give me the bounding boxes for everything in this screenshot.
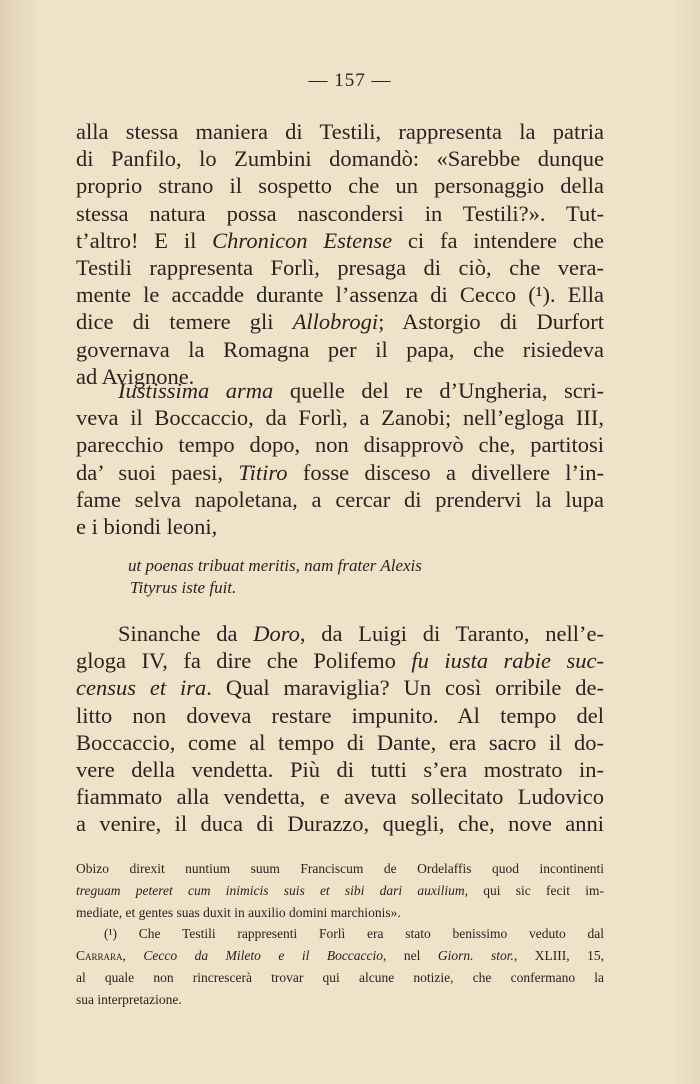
italic-latin: treguam peteret cum inimicis suis et sibi dari auxilium <box>76 882 465 898</box>
paragraph-2 <box>76 377 604 540</box>
text-line: stessa natura possa nascondersi in Testili?». Tut- <box>76 200 604 226</box>
text-run: t’altro! E il <box>76 227 213 253</box>
text-line: alla stessa maniera di Testili, rappresenta la patria <box>76 119 604 144</box>
footnote-line <box>76 945 604 967</box>
text-run: . Qual maraviglia? Un così orribile de- <box>206 675 604 701</box>
footnote-marker: (¹) <box>104 926 118 942</box>
text-run: , nel <box>383 948 438 964</box>
footnote-line: mediate, et gentes suas duxit in auxilio domini marchionis». <box>76 904 401 920</box>
text-line: proprio strano il sospetto che un personaggio della <box>76 173 604 199</box>
footnotes <box>76 858 604 1011</box>
text-run: ; Astorgio di Durfort <box>378 309 604 335</box>
paragraph-1 <box>76 118 604 390</box>
text-line <box>76 459 604 486</box>
text-line <box>76 620 604 647</box>
verse-line: ut poenas tribuat meritis, nam frater Alexis <box>128 556 422 575</box>
italic-titiro: Titiro <box>238 459 288 485</box>
text-run: ci fa intendere che <box>392 227 604 253</box>
text-run: dice di temere gli <box>76 309 293 335</box>
italic-title-chronicon: Chronicon Estense <box>212 227 393 253</box>
text-line <box>76 674 604 701</box>
verse-line: Tityrus iste fuit. <box>130 578 237 597</box>
text-line <box>76 227 604 254</box>
text-run: , XLIII, 15, <box>513 948 605 964</box>
footnote-line <box>76 923 604 945</box>
italic-quote: census et ira <box>76 675 207 701</box>
text-run: da’ suoi paesi, <box>76 459 239 485</box>
text-run: , da Luigi di Taranto, nell’e- <box>299 621 604 646</box>
text-run: Che Testili rappresenti Forlì era stato benissimo veduto dal <box>117 926 604 942</box>
text-line: e i biondi leoni, <box>76 514 218 540</box>
italic-journal: Giorn. stor. <box>437 948 514 964</box>
italic-quote: fu iusta rabie suc- <box>411 648 604 674</box>
text-run: quelle del re d’Ungheria, scri- <box>273 378 604 403</box>
text-line: veva il Boccaccio, da Forlì, a Zanobi; nell’egloga III, <box>76 405 604 431</box>
text-line: governava la Romagna per il papa, che risiedeva <box>76 336 604 362</box>
text-line: parecchio tempo dopo, non disapprovò che, partitosi <box>76 432 604 458</box>
text-line <box>76 308 604 335</box>
text-run: gloga IV, fa dire che Polifemo <box>76 648 412 674</box>
text-line: fiammato alla vendetta, e aveva sollecitato Ludovico <box>76 784 604 810</box>
text-line: fame selva napoletana, a cercar di prendervi la lupa <box>76 486 604 512</box>
paragraph-3 <box>76 620 604 838</box>
text-run: , <box>122 948 144 964</box>
footnote-line: Obizo direxit nuntium suum Franciscum de Ordelaffis quod incontinenti <box>76 861 604 876</box>
italic-iustissima-arma: Iustissima arma <box>118 378 274 403</box>
footnote-line: al quale non rincrescerà trovar qui alcune notizie, che confermano la <box>76 969 604 985</box>
italic-allobrogi: Allobrogi <box>292 309 379 335</box>
text-line: mente le accadde durante l’assenza di Cecco (¹). Ella <box>76 282 604 308</box>
text-line: a venire, il duca di Durazzo, quegli, che, nove anni <box>76 811 604 837</box>
text-line: vere della vendetta. Più di tutti s’era mostrato in- <box>76 757 604 783</box>
text-line <box>76 647 604 674</box>
text-run: fosse disceso a divellere l’in- <box>287 459 604 485</box>
author-name: Carrara <box>76 948 123 964</box>
text-run: Sinanche da <box>118 621 254 646</box>
text-line: Testili rappresenta Forlì, presaga di ciò, che vera- <box>76 255 604 281</box>
text-line <box>76 377 604 404</box>
text-line: litto non doveva restare impunito. Al tempo del <box>76 702 604 728</box>
latin-verse-quote <box>128 555 422 599</box>
italic-doro: Doro <box>253 621 300 646</box>
page-number: — 157 — <box>308 70 392 91</box>
text-line: ad Avignone. <box>76 363 195 389</box>
italic-title: Cecco da Mileto e il Boccaccio <box>143 948 384 964</box>
footnote-line <box>76 880 604 902</box>
text-line: di Panfilo, lo Zumbini domandò: «Sarebbe dunque <box>76 146 604 172</box>
text-line: Boccaccio, come al tempo di Dante, era sacro il do- <box>76 729 604 755</box>
footnote-line: sua interpretazione. <box>76 991 182 1007</box>
text-run: , qui sic fecit im- <box>464 882 604 898</box>
